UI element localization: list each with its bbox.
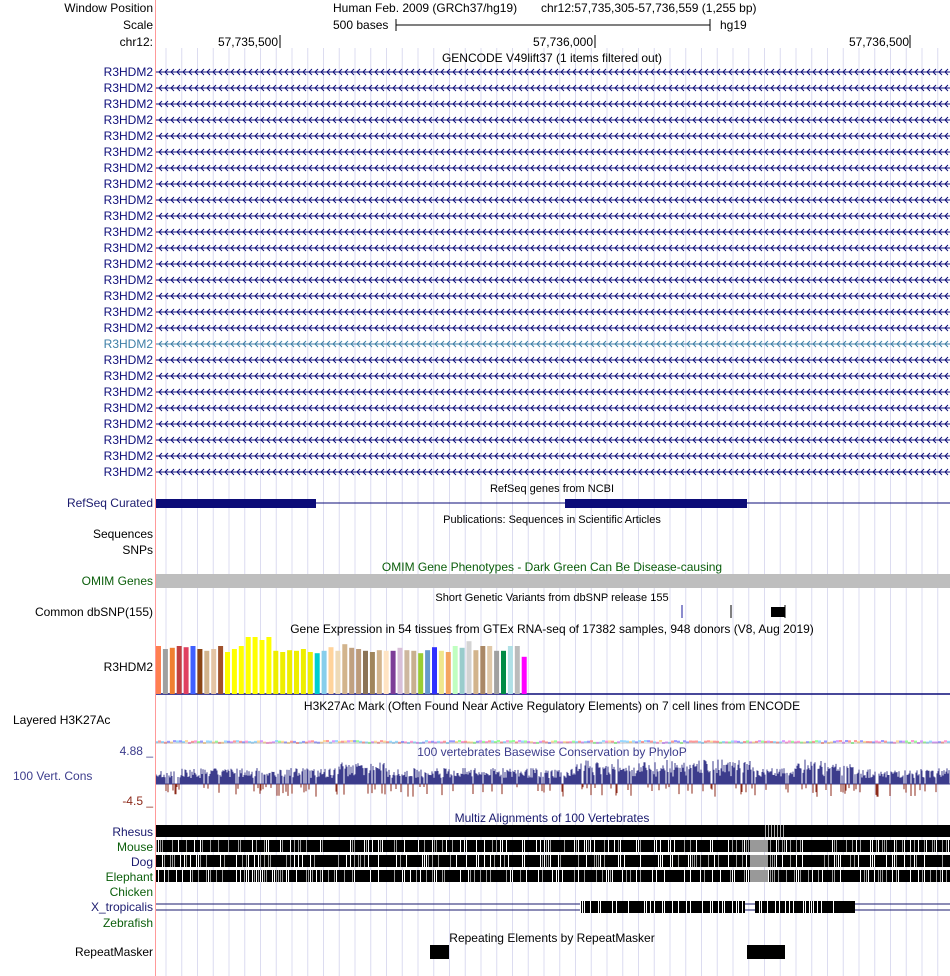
gtex-tissue-bar[interactable] <box>322 651 327 694</box>
gencode-transcript[interactable] <box>155 437 950 443</box>
gtex-tissue-bar[interactable] <box>280 652 285 694</box>
gencode-transcript[interactable] <box>155 341 950 347</box>
gtex-tissue-bar[interactable] <box>191 646 196 694</box>
gtex-tissue-bar[interactable] <box>308 652 313 694</box>
conservation-label[interactable]: 100 Vert. Cons <box>13 769 93 783</box>
gencode-transcript-label[interactable]: R3HDM2 <box>103 241 153 255</box>
gencode-transcript-label[interactable]: R3HDM2 <box>103 369 153 383</box>
gtex-tissue-bar[interactable] <box>446 652 451 694</box>
gencode-transcript[interactable] <box>155 421 950 427</box>
gtex-tissue-bar[interactable] <box>356 649 361 694</box>
gtex-tissue-bar[interactable] <box>211 649 216 694</box>
gtex-tissue-bar[interactable] <box>425 650 430 694</box>
multiz-rhesus-row <box>156 825 950 837</box>
omim-track-title: OMIM Gene Phenotypes - Dark Green Can Be Disease-causing <box>381 560 723 574</box>
assembly-text: Human Feb. 2009 (GRCh37/hg19) <box>333 1 518 15</box>
gencode-transcript-label[interactable]: R3HDM2 <box>103 209 153 223</box>
position-text: chr12:57,735,305-57,736,559 (1,255 bp) <box>541 1 757 15</box>
gencode-transcript[interactable] <box>155 373 950 379</box>
refseq-gene[interactable] <box>155 496 950 512</box>
gtex-tissue-bar[interactable] <box>273 651 278 694</box>
gtex-tissue-bar[interactable] <box>487 646 492 694</box>
gencode-transcript-label[interactable]: R3HDM2 <box>103 273 153 287</box>
cons-min-label: -4.5 _ <box>122 794 153 808</box>
dbsnp-label[interactable]: Common dbSNP(155) <box>34 605 153 619</box>
dbsnp-variants[interactable] <box>155 604 950 620</box>
gtex-tissue-bar[interactable] <box>418 653 423 694</box>
gtex-tissue-bar[interactable] <box>432 647 437 694</box>
gencode-transcript-label[interactable]: R3HDM2 <box>103 289 153 303</box>
publications-sequences-label[interactable]: Sequences <box>92 527 153 541</box>
gtex-tissue-bar[interactable] <box>460 648 465 694</box>
gtex-tissue-bar[interactable] <box>473 650 478 694</box>
gencode-transcript-label[interactable]: R3HDM2 <box>103 321 153 335</box>
gtex-expression-bars[interactable] <box>155 636 950 696</box>
gencode-transcripts[interactable] <box>155 64 950 480</box>
gencode-transcript[interactable] <box>155 309 950 315</box>
gencode-transcript-label[interactable]: R3HDM2 <box>103 145 153 159</box>
gencode-transcript[interactable] <box>155 197 950 203</box>
gencode-transcript[interactable] <box>155 149 950 155</box>
phylop-conservation[interactable] <box>155 750 950 806</box>
gtex-tissue-bar[interactable] <box>177 646 182 694</box>
gencode-transcript-label[interactable]: R3HDM2 <box>103 97 153 111</box>
gtex-tissue-bar[interactable] <box>204 651 209 694</box>
omim-label[interactable]: OMIM Genes <box>81 574 153 588</box>
gencode-transcript-label[interactable]: R3HDM2 <box>103 81 153 95</box>
gencode-transcript[interactable] <box>155 293 950 299</box>
omim-gene-bar[interactable] <box>156 574 950 588</box>
gencode-transcript[interactable] <box>155 69 950 75</box>
multiz-species-row <box>156 840 950 852</box>
data-area-left-border <box>155 0 156 976</box>
gencode-transcript[interactable] <box>155 277 950 283</box>
gtex-tissue-bar[interactable] <box>384 651 389 694</box>
scale-bases-text: 500 bases <box>333 18 389 32</box>
gtex-tissue-bar[interactable] <box>494 651 499 694</box>
gencode-transcript[interactable] <box>155 101 950 107</box>
gtex-tissue-bar[interactable] <box>480 646 485 694</box>
gencode-transcript-label[interactable]: R3HDM2 <box>103 305 153 319</box>
gencode-transcript-label[interactable]: R3HDM2 <box>103 65 153 79</box>
multiz-xtropicalis-row <box>156 901 950 913</box>
gencode-track-title: GENCODE V49lift37 (1 items filtered out) <box>441 51 663 65</box>
gencode-transcript[interactable] <box>155 213 950 219</box>
multiz-species-row <box>156 855 950 867</box>
publications-track-title: Publications: Sequences in Scientific Articles <box>443 514 661 526</box>
multiz-species-label[interactable]: Dog <box>130 855 153 869</box>
gtex-tissue-bar[interactable] <box>377 650 382 694</box>
gtex-tissue-bar[interactable] <box>156 646 161 694</box>
h3k27ac-signal[interactable] <box>155 736 950 744</box>
multiz-species-row <box>156 870 950 882</box>
repeatmasker-label[interactable]: RepeatMasker <box>74 945 153 959</box>
gtex-tissue-bar[interactable] <box>363 651 368 694</box>
gtex-tissue-bar[interactable] <box>391 651 396 694</box>
gencode-transcript[interactable] <box>155 181 950 187</box>
gtex-tissue-bar[interactable] <box>342 644 347 694</box>
gtex-tissue-bar[interactable] <box>335 651 340 694</box>
multiz-track-title: Multiz Alignments of 100 Vertebrates <box>454 811 650 825</box>
repeatmasker-elements[interactable] <box>155 944 950 960</box>
gtex-tissue-bar[interactable] <box>218 646 223 694</box>
gencode-transcript[interactable] <box>155 357 950 363</box>
gencode-transcript[interactable] <box>155 117 950 123</box>
ruler-tick-marks <box>0 34 950 50</box>
gencode-transcript[interactable] <box>155 165 950 171</box>
gtex-tissue-bar[interactable] <box>163 649 168 694</box>
gencode-transcript-label[interactable]: R3HDM2 <box>103 257 153 271</box>
gencode-transcript-label[interactable]: R3HDM2 <box>103 193 153 207</box>
gtex-tissue-bar[interactable] <box>253 637 258 694</box>
gencode-transcript-label[interactable]: R3HDM2 <box>103 129 153 143</box>
gtex-track-title: Gene Expression in 54 tissues from GTEx RNA-seq of 17382 samples, 948 donors (V8, Aug 2019) <box>290 622 814 636</box>
gencode-transcript-label[interactable]: R3HDM2 <box>103 353 153 367</box>
scale-bar <box>390 17 720 33</box>
gtex-tissue-bar[interactable] <box>508 646 513 694</box>
conservation-track-title: 100 vertebrates Basewise Conservation by PhyloP <box>417 745 687 759</box>
multiz-species-label[interactable]: Rhesus <box>112 825 153 839</box>
gencode-transcript-label[interactable]: R3HDM2 <box>103 401 153 415</box>
gtex-tissue-bar[interactable] <box>329 647 334 694</box>
gtex-tissue-bar[interactable] <box>260 640 265 694</box>
ruler-tick-3: 57,736,500 <box>848 35 909 49</box>
gtex-tissue-bar[interactable] <box>294 651 299 694</box>
gtex-tissue-bar[interactable] <box>411 651 416 694</box>
gtex-tissue-bar[interactable] <box>301 649 306 694</box>
gencode-transcript-label[interactable]: R3HDM2 <box>103 161 153 175</box>
gencode-transcript-label[interactable]: R3HDM2 <box>103 113 153 127</box>
gtex-tissue-bar[interactable] <box>184 647 189 694</box>
chrom-label: chr12: <box>119 35 153 49</box>
multiz-species-label[interactable]: X_tropicalis <box>90 900 153 914</box>
gencode-transcript[interactable] <box>155 453 950 459</box>
gencode-transcript-label[interactable]: R3HDM2 <box>103 449 153 463</box>
db-text: hg19 <box>720 18 747 32</box>
gencode-transcript[interactable] <box>155 245 950 251</box>
gtex-tissue-bar[interactable] <box>197 649 202 694</box>
gtex-tissue-bar[interactable] <box>439 651 444 694</box>
gencode-transcript[interactable] <box>155 229 950 235</box>
gtex-tissue-bar[interactable] <box>287 650 292 694</box>
scale-label: Scale <box>122 18 153 32</box>
multiz-species-label[interactable]: Mouse <box>116 840 153 854</box>
multiz-alignments[interactable] <box>155 824 950 916</box>
gtex-label[interactable]: R3HDM2 <box>103 660 153 674</box>
gtex-tissue-bar[interactable] <box>370 652 375 694</box>
gencode-transcript-label[interactable]: R3HDM2 <box>103 225 153 239</box>
gencode-transcript[interactable] <box>155 133 950 139</box>
gtex-tissue-bar[interactable] <box>315 653 320 694</box>
repeatmasker-track-title: Repeating Elements by RepeatMasker <box>449 931 655 945</box>
publications-snps-label[interactable]: SNPs <box>122 543 153 557</box>
ruler-tick-2: 57,736,000 <box>532 35 593 49</box>
gtex-tissue-bar[interactable] <box>453 646 458 694</box>
gencode-transcript-label[interactable]: R3HDM2 <box>103 433 153 447</box>
refseq-track-title: RefSeq genes from NCBI <box>489 483 615 495</box>
gencode-transcript[interactable] <box>155 325 950 331</box>
multiz-species-label[interactable]: Chicken <box>109 885 153 899</box>
gtex-tissue-bar[interactable] <box>404 650 409 694</box>
gencode-transcript[interactable] <box>155 389 950 395</box>
gencode-transcript-label[interactable]: R3HDM2 <box>103 417 153 431</box>
gtex-tissue-bar[interactable] <box>398 648 403 694</box>
h3k27ac-track-title: H3K27Ac Mark (Often Found Near Active Regulatory Elements) on 7 cell lines from ENCODE <box>303 699 801 713</box>
gtex-tissue-bar[interactable] <box>225 652 230 694</box>
gtex-tissue-bar[interactable] <box>246 637 251 694</box>
gtex-tissue-bar[interactable] <box>522 657 527 694</box>
gtex-tissue-bar[interactable] <box>349 648 354 694</box>
h3k27ac-label[interactable]: Layered H3K27Ac <box>13 713 111 727</box>
multiz-species-label[interactable]: Elephant <box>105 870 153 884</box>
gencode-transcript[interactable] <box>155 261 950 267</box>
gtex-tissue-bar[interactable] <box>501 651 506 694</box>
gencode-transcript[interactable] <box>155 469 950 475</box>
gencode-transcript[interactable] <box>155 85 950 91</box>
dbsnp-track-title: Short Genetic Variants from dbSNP release 155 <box>435 592 669 604</box>
gencode-transcript-label[interactable]: R3HDM2 <box>103 177 153 191</box>
gtex-tissue-bar[interactable] <box>515 646 520 694</box>
window-position-label: Window Position <box>64 1 153 15</box>
gtex-tissue-bar[interactable] <box>239 646 244 694</box>
gencode-transcript-label[interactable]: R3HDM2 <box>103 465 153 479</box>
multiz-species-label[interactable]: Zebrafish <box>102 916 153 930</box>
gtex-tissue-bar[interactable] <box>170 648 175 694</box>
gtex-tissue-bar[interactable] <box>266 637 271 694</box>
gencode-transcript[interactable] <box>155 405 950 411</box>
gtex-tissue-bar[interactable] <box>232 649 237 694</box>
gtex-tissue-bar[interactable] <box>467 641 472 694</box>
cons-max-label: 4.88 _ <box>119 744 153 758</box>
gencode-transcript-label[interactable]: R3HDM2 <box>103 385 153 399</box>
gencode-transcript-label[interactable]: R3HDM2 <box>103 337 153 351</box>
refseq-label[interactable]: RefSeq Curated <box>66 496 153 510</box>
ruler-tick-1: 57,735,500 <box>217 35 278 49</box>
